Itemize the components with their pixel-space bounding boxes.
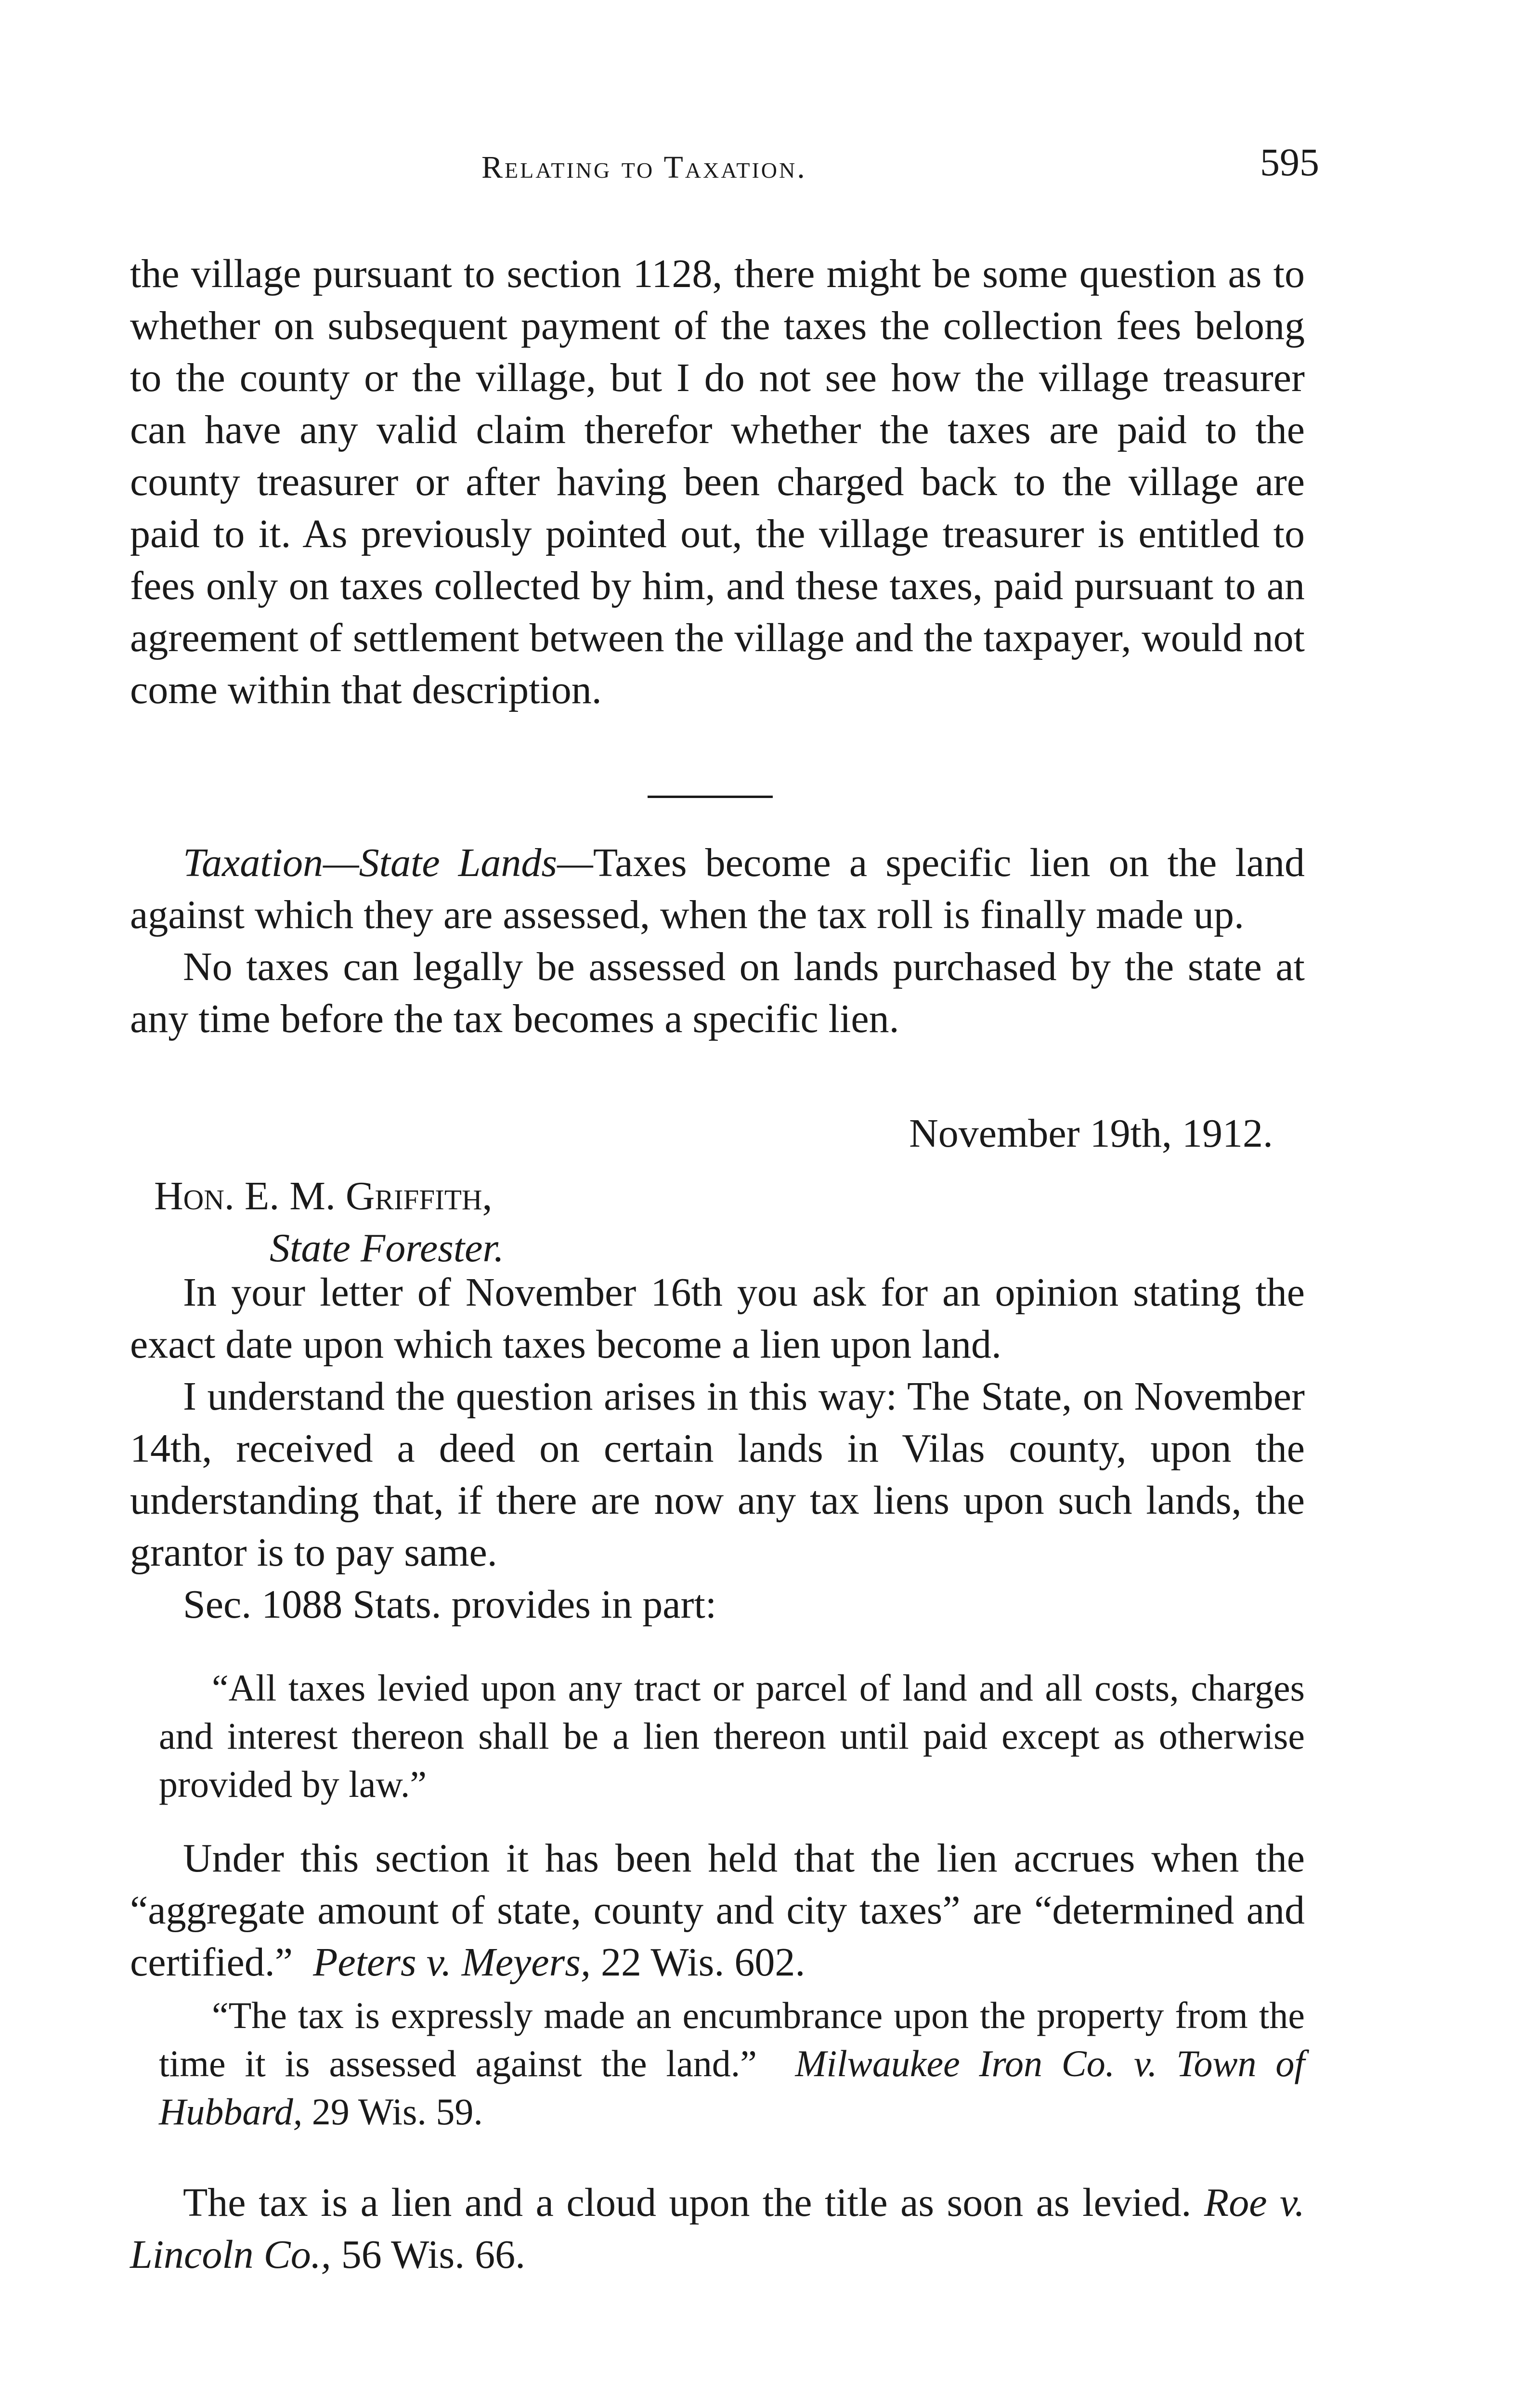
statute-quote [159,1664,1305,1808]
case-name: Roe v. Lincoln Co., [130,2180,1305,2277]
opinion-body-2 [130,1832,1305,1989]
addressee-name: Hon. E. M. Griffith, [154,1174,493,1218]
running-title: Relating to Taxation. [481,150,807,185]
body-paragraph [130,1832,1305,1989]
case-citation: 29 Wis. 59. [312,2091,483,2133]
body-paragraph [130,2177,1305,2281]
headnote-topic: Taxation—State Lands— [183,840,593,885]
headnote-first [130,837,1305,941]
quote-text: “The tax is expressly made an encumbrance upon the property from the time it is assessed against the land.” [159,1994,1305,2084]
page-number: 595 [1260,140,1319,184]
paragraph-text: the village pursuant to section 1128, there might be some question as to whether on subsequent payment of the taxes the collection fees belong to the county or the village, but I do not see how the village treasurer can have any valid claim therefor whether the taxes are paid to the county treasurer or after having been charged back to the village are paid to it. As previously pointed out, the village treasurer is entitled to fees only on taxes collected by him, and these taxes, paid pursuant to an agreement of settlement between the village and the taxpayer, would not come within that description. [130,251,1305,712]
opinion-body-1 [130,1267,1305,1631]
case-name: Peters v. Meyers, [313,1940,591,1985]
quote-paragraph [159,1991,1305,2136]
addressee-block [154,1170,504,1274]
body-paragraph: Sec. 1088 Stats. provides in part: [183,1582,717,1627]
opinion-date: November 19th, 1912. [909,1111,1273,1156]
body-paragraph: I understand the question arises in this way: The State, on November 14th, received a deed on certain lands in Vilas county, upon the understanding that, if there are now any tax liens upon such lands, the grantor is to pay same. [130,1374,1305,1575]
case-name: Milwaukee Iron Co. v. Town of Hubbard, [159,2042,1305,2133]
case-citation: 22 Wis. 602. [600,1940,805,1985]
case-citation: 56 Wis. 66. [341,2232,526,2277]
quote-text: “All taxes levied upon any tract or parcel of land and all costs, charges and interest thereon shall be a lien thereon until paid except as otherwise provided by law.” [159,1667,1305,1805]
opinion-body-3 [130,2177,1305,2281]
headnote-text-2: No taxes can legally be assessed on lands purchased by the state at any time before the tax becomes a specific lien. [130,944,1305,1041]
headnote-text-1: Taxes become a specific lien on the land against which they are assessed, when the tax roll is finally made up. [130,840,1305,937]
section-divider [648,796,773,798]
running-head [164,140,1319,193]
body-paragraph: In your letter of November 16th you ask for an opinion stating the exact date upon which taxes become a lien upon land. [130,1270,1305,1367]
addressee-title: State Forester. [270,1226,504,1270]
case-quote [159,1991,1305,2136]
headnote [130,837,1305,1045]
continued-paragraph [130,248,1305,716]
body-text: Under this section it has been held that the lien accrues when the “aggregate amount of state, county and city taxes” are “determined and certified.” [130,1836,1305,1985]
body-text: The tax is a lien and a cloud upon the title as soon as levied. [183,2180,1192,2225]
